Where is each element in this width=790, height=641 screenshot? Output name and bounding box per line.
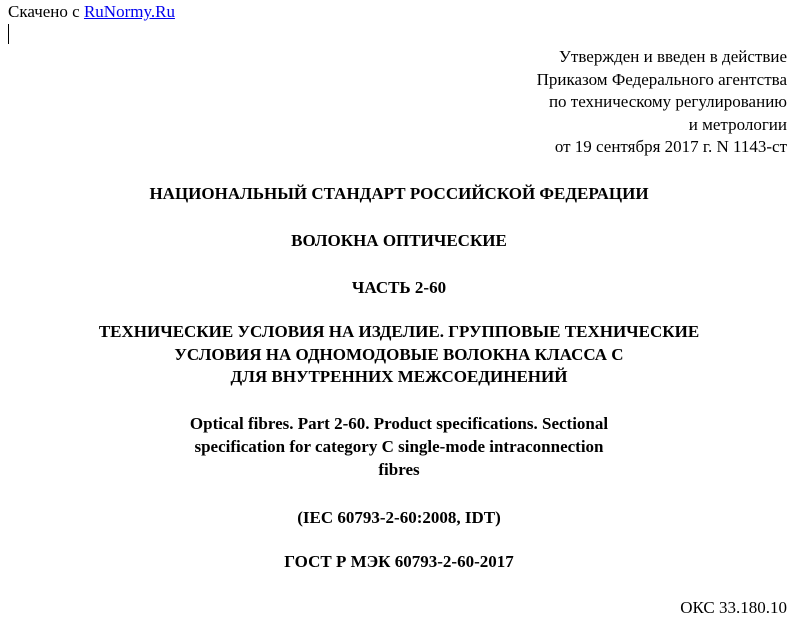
approval-line: Приказом Федерального агентства [536, 69, 787, 89]
english-title [0, 412, 790, 481]
oks-classification: ОКС 33.180.10 [680, 598, 787, 617]
iec-reference: (IEC 60793-2-60:2008, IDT) [297, 508, 501, 527]
russian-title [0, 321, 790, 389]
source-link[interactable]: RuNormy.Ru [83, 2, 175, 21]
approval-block [537, 46, 787, 159]
gost-code: ГОСТ Р МЭК 60793-2-60-2017 [284, 552, 514, 571]
standard-heading: НАЦИОНАЛЬНЫЙ СТАНДАРТ РОССИЙСКОЙ ФЕДЕРАЦИИ [149, 184, 649, 203]
approval-line: по техническому регулированию [548, 92, 787, 111]
english-title-line: Optical fibres. Part 2-60. Product specifications. Sectional [189, 414, 609, 433]
subject-heading: ВОЛОКНА ОПТИЧЕСКИЕ [291, 231, 507, 250]
approval-line: Утвержден и введен в действие [558, 47, 787, 66]
russian-title-line: ДЛЯ ВНУТРЕННИХ МЕЖСОЕДИНЕНИЙ [230, 367, 568, 386]
english-title-line: fibres [378, 460, 420, 479]
english-title-line: specification for category C single-mode intraconnection [194, 437, 604, 456]
approval-line: от 19 сентября 2017 г. N 1143-ст [554, 137, 787, 156]
russian-title-line: УСЛОВИЯ НА ОДНОМОДОВЫЕ ВОЛОКНА КЛАССА С [174, 344, 624, 364]
russian-title-line: ТЕХНИЧЕСКИЕ УСЛОВИЯ НА ИЗДЕЛИЕ. ГРУППОВЫЕ ТЕХНИЧЕСКИЕ [98, 322, 700, 341]
source-prefix: Скачено с [8, 2, 80, 21]
approval-line: и метрологии [688, 114, 787, 134]
source-note [8, 2, 175, 22]
text-cursor [8, 24, 9, 44]
part-heading: ЧАСТЬ 2-60 [351, 278, 447, 297]
